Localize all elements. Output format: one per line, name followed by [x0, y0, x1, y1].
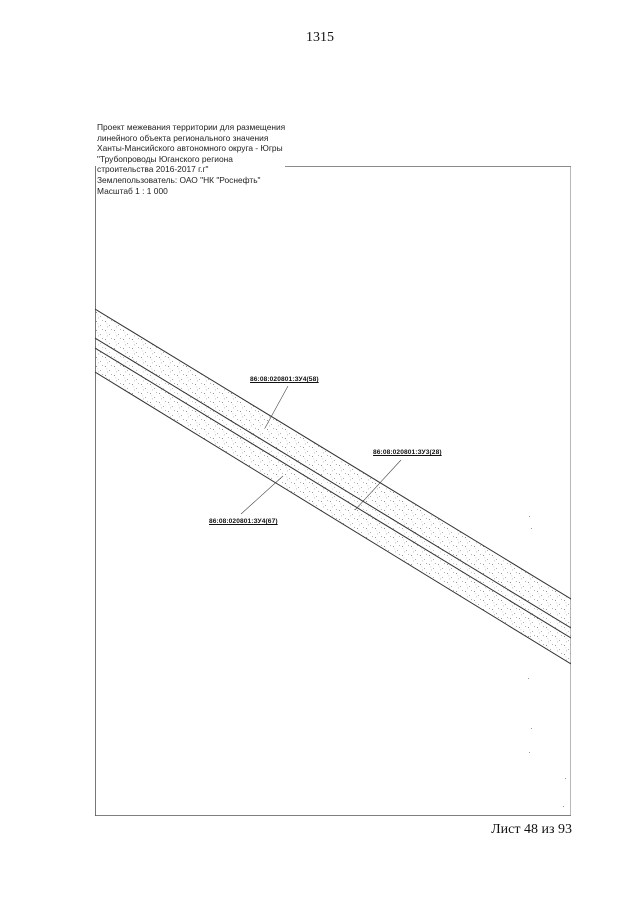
page-number: 1315	[306, 30, 334, 45]
scan-specks	[528, 516, 566, 807]
land-user-line: Землепользователь: ОАО "НК "Роснефть"	[97, 174, 261, 185]
parcel-area-zu4-67	[95, 348, 571, 664]
cadastral-map	[95, 166, 571, 816]
sheet-number: Лист 48 из 93	[491, 822, 572, 837]
map-frame	[95, 166, 571, 816]
leader-line-zu4-67	[241, 476, 283, 514]
title-line-2: линейного объекта регионального значения	[97, 132, 269, 143]
title-line-1: Проект межевания территории для размещения	[97, 122, 286, 132]
title-line-3: Ханты-Мансийского автономного округа - Югры	[97, 143, 283, 154]
parcel-area-zu3-28	[95, 338, 571, 638]
parcel-boundary-4	[95, 372, 571, 664]
parcel-boundary-1	[95, 309, 571, 599]
parcel-boundary-2	[95, 338, 571, 628]
scale-line: Масштаб 1 : 1 000	[97, 185, 168, 196]
parcel-area-zu4-58	[95, 309, 571, 628]
title-line-5: строительства 2016-2017 г.г"	[97, 164, 209, 175]
parcel-label-zu4-58: 86:08:020801:ЗУ4(58)	[250, 376, 319, 383]
parcel-label-zu3-28: 86:08:020801:ЗУ3(28)	[373, 449, 442, 456]
title-line-4: "Трубопроводы Юганского региона	[97, 153, 233, 164]
parcel-boundary-3	[95, 348, 571, 638]
parcel-label-zu4-67: 86:08:020801:ЗУ4(67)	[209, 518, 278, 525]
